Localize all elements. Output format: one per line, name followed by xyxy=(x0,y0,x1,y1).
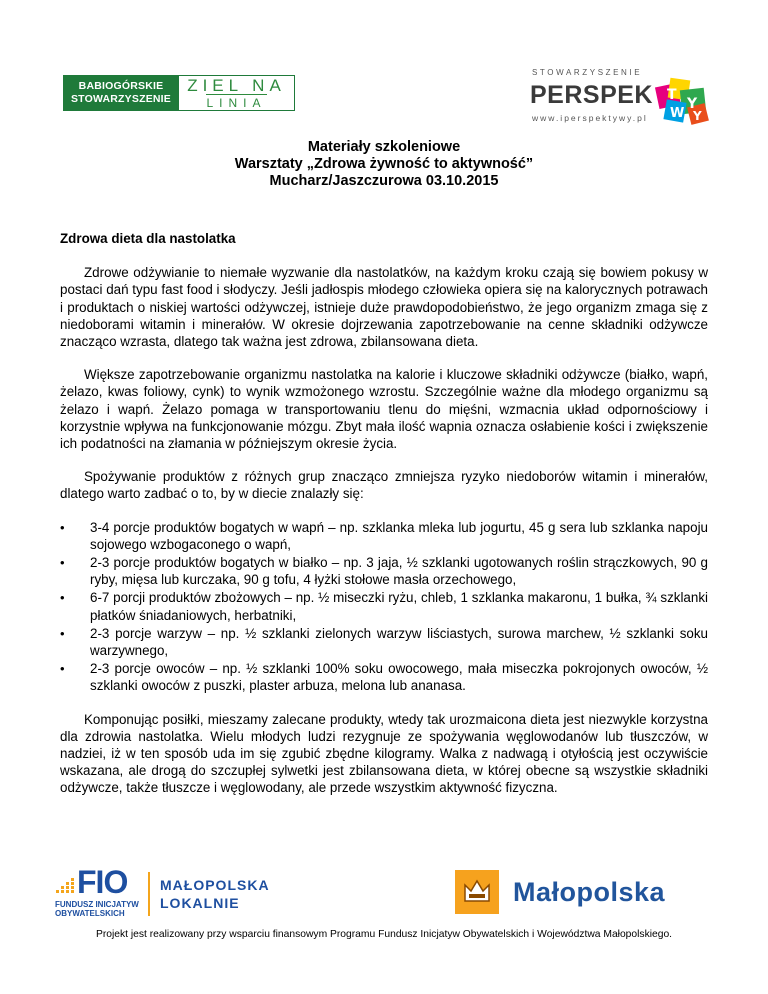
title-line-2: Warsztaty „Zdrowa żywność to aktywność” xyxy=(234,156,534,172)
zl-right-block xyxy=(179,75,295,111)
paragraph-2: Większe zapotrzebowanie organizmu nastolatka na kalorie i kluczowe składniki odżywcze (białko, wapń, żelazo, kwas foliowy, cynk) to wynik wzmożonego wzrostu. Szczególnie ważne dla młodego organizmu są żelazo i wapń. Żelazo pomaga w transportowaniu tlenu do mięśni, wzmacnia układ odpornościowy i korzystnie wpływa na funkcjonowanie mózgu. Zbyt mała ilość wapnia oznacza osłabienie kości i zwiększenie ich podatności na złamania w późniejszym okresie życia. xyxy=(60,367,708,452)
title-line-3: Mucharz/Jaszczurowa 03.10.2015 xyxy=(269,173,499,189)
list-item: • 2-3 porcje owoców – np. ½ szklanki 100% soku owocowego, mała miseczka pokrojonych owoców, ½ szklanki owoców z puszki, plaster arbuza, melona lub ananasa. xyxy=(60,660,708,694)
fio-logo xyxy=(55,864,145,920)
fio-dots-icon xyxy=(55,872,75,896)
list-item: • 6-7 porcji produktów zbożowych – np. ½ miseczki ryżu, chleb, 1 szklanka makaronu, 1 bułka, ¾ szklanki płatków śniadaniowych, herbatniki, xyxy=(60,589,708,623)
fio-main-text: FIO xyxy=(77,864,128,900)
svg-text:W: W xyxy=(670,106,685,121)
paragraph-4: Komponując posiłki, mieszamy zalecane produkty, wtedy tak urozmaicona dieta jest niezwykle korzystna dla zdrowia nastolatka. Wielu młodych ludzi rezygnuje ze spożywania węglowodanów lub tłuszczów, w nadziei, iż w ten sposób uda im się zgubić zbędne kilogramy. Walka z nadwagą i otyłością jest oczywiście wskazana, ale drogą do szczupłej sylwetki jest zbilansowana dieta, w której obecne są wszystkie składniki odżywcze, także tłuszcze i węglowodany, ale przede wszystkim aktywność fizyczna. xyxy=(60,711,708,796)
fio-sub-line-2: OBYWATELSKICH xyxy=(55,909,125,918)
zl-right-top: ZIEL NA xyxy=(187,75,286,95)
document-body xyxy=(60,230,708,813)
fio-sub-line-1: FUNDUSZ INICJATYW xyxy=(55,900,139,909)
paragraph-3: Spożywanie produktów z różnych grup znacząco zmniejsza ryzyko niedoborów witamin i minerałów, dlatego warto zadbać o to, by w diecie znalazły się: xyxy=(60,469,708,502)
funding-note: Projekt jest realizowany przy wsparciu finansowym Programu Fundusz Inicjatyw Obywatelskich i Województwa Małopolskiego. xyxy=(95,929,673,940)
svg-text:Y: Y xyxy=(687,96,698,112)
perspektywy-top-text: STOWARZYSZENIE xyxy=(532,68,643,77)
paragraph-1: Zdrowe odżywianie to niemałe wyzwanie dla nastolatków, na każdym kroku czają się bowiem pokusy w postaci dań typu fast food i słodyczy. Jeśli jadłospis młodego człowieka opiera się na kalorycznych potrawach i produktach o niskiej wartości odżywczej, istnieje duże prawdopodobieństwo, że jego organizm zmaga się z niedoborami witamin i minerałów. W okresie dojrzewania zapotrzebowanie na cenne składniki odżywcze znacząco wzrasta, dlatego tak ważna jest zdrowa, zbilansowana dieta. xyxy=(60,265,708,350)
malopolska-logo xyxy=(455,870,665,914)
perspektywy-url: www.iperspektywy.pl xyxy=(532,113,648,123)
malopolska-crown-icon xyxy=(455,870,499,914)
zielona-linia-logo xyxy=(63,75,296,111)
fio-divider xyxy=(148,872,150,916)
perspektywy-logo xyxy=(530,65,710,133)
perspektywy-main-text: PERSPEK xyxy=(530,81,653,109)
section-heading: Zdrowa dieta dla nastolatka xyxy=(60,231,236,246)
malopolska-lokalnie-line-2: LOKALNIE xyxy=(160,895,240,911)
list-item: • 3-4 porcje produktów bogatych w wapń – np. szklanka mleka lub jogurtu, 45 g sera lub szklanka napoju sojowego wzbogaconego o wapń, xyxy=(60,519,708,553)
list-item: • 2-3 porcje produktów bogatych w białko – np. 3 jaja, ½ szklanki ugotowanych roślin strączkowych, 90 g ryby, mięsa lub kurczaka, 90 g tofu, 4 łyżki stołowe masła orzechowego, xyxy=(60,554,708,588)
svg-text:Y: Y xyxy=(693,109,702,123)
document-title xyxy=(0,139,768,190)
malopolska-name: Małopolska xyxy=(513,876,666,907)
title-line-1: Materiały szkoleniowe xyxy=(307,139,461,155)
list-item: • 2-3 porcje warzyw – np. ½ szklanki zielonych warzyw liściastych, surowa marchew, ½ szklanki soku warzywnego, xyxy=(60,625,708,659)
svg-text:T: T xyxy=(667,87,677,103)
fio-mark xyxy=(55,864,145,920)
zl-left-line2: STOWARZYSZENIE xyxy=(70,93,172,105)
zl-left-line1: BABIOGÓRSKIE xyxy=(78,80,164,92)
zl-right-bottom: LINIA xyxy=(206,95,267,110)
food-groups-list xyxy=(60,519,708,695)
fio-subtitle xyxy=(55,900,155,918)
zl-left-block xyxy=(63,75,179,111)
malopolska-lokalnie-logo xyxy=(160,876,270,912)
malopolska-lokalnie-line-1: MAŁOPOLSKA xyxy=(160,877,270,893)
perspektywy-letters-icon xyxy=(655,77,713,131)
crown-icon xyxy=(460,875,494,909)
